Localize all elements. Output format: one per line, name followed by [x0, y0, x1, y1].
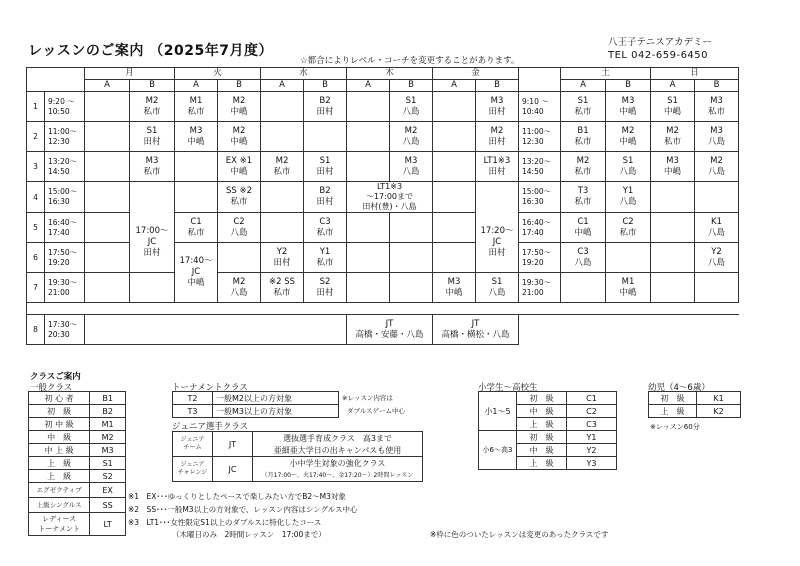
- kids-group-label: 小1〜5: [479, 392, 517, 431]
- class-code: M2: [90, 431, 126, 444]
- lesson-cell: [347, 273, 390, 303]
- class-name: 上 級: [517, 457, 567, 470]
- time-slot: 19:30〜 21:00: [519, 273, 561, 303]
- lesson-cell: C2 私市: [606, 213, 651, 243]
- lesson-cell: M2 中嶋: [218, 92, 261, 122]
- lesson-cell: [175, 182, 218, 213]
- lesson-cell: M3 私市: [130, 152, 175, 182]
- lesson-cell: C2 八島: [218, 213, 261, 243]
- class-code: K2: [697, 405, 741, 418]
- footnote-1: ※1 EX･･･ゆっくりとしたペースで楽しみたい方でB2〜M3対象: [128, 492, 346, 501]
- lesson-cell: M2 八島: [695, 152, 739, 182]
- lesson-cell: LT1※3 田村: [476, 152, 519, 182]
- table-row: [27, 122, 739, 152]
- col-b: B: [390, 80, 433, 92]
- lesson-cell: M3 私市: [695, 92, 739, 122]
- page-title: レッスンのご案内 （2025年7月度）: [28, 43, 273, 59]
- junior-class-table: [172, 431, 423, 482]
- class-code: C3: [567, 418, 617, 431]
- academy-name: 八王子テニスアカデミー: [608, 37, 713, 48]
- lesson-cell: M1 中嶋: [606, 273, 651, 303]
- lesson-cell: [347, 213, 390, 243]
- lesson-cell: M2 私市: [130, 92, 175, 122]
- lesson-cell: S1 田村: [304, 152, 347, 182]
- class-name: 初 心 者: [29, 392, 90, 405]
- lesson-cell: M3 中嶋: [175, 122, 218, 152]
- toddler-class-title: 幼児（4〜6歳）: [648, 383, 710, 393]
- lesson-cell: [651, 273, 695, 303]
- lesson-cell: M2 私市: [261, 152, 304, 182]
- lesson-cell-lt1: LT1※3 〜17:00まで 田村(豊)・八島: [347, 182, 433, 213]
- class-note: ※レッスン内容は: [339, 392, 423, 405]
- class-code: C2: [567, 405, 617, 418]
- lesson-cell: T3 私市: [561, 182, 606, 213]
- lesson-cell: B2 田村: [304, 182, 347, 213]
- class-code: LT: [90, 513, 126, 536]
- lesson-cell: Y1 八島: [606, 182, 651, 213]
- lesson-cell: Y2 八島: [695, 243, 739, 273]
- day-header-wed: 水: [261, 68, 347, 80]
- general-class-table: [28, 391, 126, 536]
- col-a: A: [651, 80, 695, 92]
- col-b: B: [304, 80, 347, 92]
- lesson-cell: Y2 田村: [261, 243, 304, 273]
- class-name: レディース トーナメント: [29, 513, 90, 536]
- lesson-cell: S1 中嶋: [651, 92, 695, 122]
- class-code: C1: [567, 392, 617, 405]
- lesson-cell: M3 中嶋: [433, 273, 476, 303]
- lesson-cell: S1 八島: [606, 152, 651, 182]
- table-row: [27, 92, 739, 122]
- lesson-cell: [347, 152, 390, 182]
- col-a: A: [175, 80, 218, 92]
- lesson-cell: [347, 92, 390, 122]
- class-name: 中 級: [517, 405, 567, 418]
- class-name: 上 級: [29, 457, 90, 470]
- kids-class-title: 小学生〜高校生: [478, 383, 538, 393]
- class-name: 初 級: [517, 392, 567, 405]
- lesson-cell: B1 私市: [561, 122, 606, 152]
- time-slot: 13:20〜 14:50: [45, 152, 85, 182]
- lesson-cell: [390, 213, 433, 243]
- class-name: 中 上 級: [29, 444, 90, 457]
- lesson-cell: [85, 315, 347, 345]
- toddler-note: ※レッスン60分: [650, 423, 700, 431]
- lesson-cell: [651, 213, 695, 243]
- row-number: 8: [27, 315, 45, 345]
- lesson-cell: C1 中嶋: [561, 213, 606, 243]
- table-row: [27, 273, 739, 303]
- class-note: ダブルスゲーム中心: [339, 405, 423, 418]
- col-a: A: [347, 80, 390, 92]
- lesson-cell: [261, 122, 304, 152]
- lesson-cell: [433, 92, 476, 122]
- time-slot: 16:40〜 17:40: [45, 213, 85, 243]
- class-desc: 一般M2以上の方対象: [213, 392, 339, 405]
- class-code: S2: [90, 470, 126, 483]
- col-a: A: [85, 80, 130, 92]
- row-number: 5: [27, 213, 45, 243]
- row-number: 7: [27, 273, 45, 303]
- class-name: 初 級: [517, 431, 567, 444]
- footnote-2: ※2 SS･･･一般M3以上の方対象で、レッスン内容はシングルス中心: [128, 505, 358, 514]
- lesson-cell: C1 私市: [175, 213, 218, 243]
- lesson-cell: [347, 122, 390, 152]
- lesson-cell: C3 私市: [304, 213, 347, 243]
- row-number: 1: [27, 92, 45, 122]
- lesson-cell: S1 私市: [561, 92, 606, 122]
- class-code: Y3: [567, 457, 617, 470]
- kids-group-label: 小6〜高3: [479, 431, 517, 470]
- lesson-cell: [85, 122, 130, 152]
- lesson-cell: M3 中嶋: [606, 92, 651, 122]
- col-b: B: [695, 80, 739, 92]
- class-name: 初 級: [29, 405, 90, 418]
- class-code: K1: [697, 392, 741, 405]
- col-a: A: [261, 80, 304, 92]
- table-row: [27, 152, 739, 182]
- lesson-cell: [85, 273, 130, 303]
- lesson-cell: [390, 243, 433, 273]
- lesson-cell-jt-fri: JT 高橋・横松・八島: [433, 315, 519, 345]
- time-slot: 17:50〜 19:20: [519, 243, 561, 273]
- junior-challenge-label: ジュニア チャレンジ: [173, 457, 213, 482]
- class-code: JT: [213, 432, 253, 457]
- lesson-schedule-table: [26, 67, 739, 345]
- lesson-cell: [85, 92, 130, 122]
- lesson-cell: [85, 243, 130, 273]
- day-header-sun: 日: [651, 68, 739, 80]
- class-code: M3: [90, 444, 126, 457]
- row-number: 2: [27, 122, 45, 152]
- lesson-cell: M2 中嶋: [606, 122, 651, 152]
- class-code: S1: [90, 457, 126, 470]
- lesson-cell: [433, 122, 476, 152]
- time-slot: 17:50〜 19:20: [45, 243, 85, 273]
- lesson-cell: [561, 273, 606, 303]
- lesson-cell: M2 田村: [476, 122, 519, 152]
- class-name: 初 中 級: [29, 418, 90, 431]
- tournament-class-title: トーナメントクラス: [172, 383, 248, 393]
- lesson-cell: S1 八島: [390, 92, 433, 122]
- lesson-cell: M3 八島: [390, 152, 433, 182]
- time-slot: 15:00〜 16:30: [45, 182, 85, 213]
- lesson-cell: M1 私市: [175, 92, 218, 122]
- lesson-cell: [695, 273, 739, 303]
- lesson-cell-jc-mon: 17:00〜 JC 田村: [130, 213, 175, 273]
- footnote-3: ※3 LT1･･･女性限定S1以上のダブルスに特化したコース: [128, 518, 322, 527]
- class-desc: （月17:00〜、火17:40〜、金17:20〜）2時間レッスン: [253, 469, 423, 482]
- lesson-cell: M3 中嶋: [651, 152, 695, 182]
- col-b: B: [476, 80, 519, 92]
- lesson-cell: K1 八島: [695, 213, 739, 243]
- lesson-cell: [651, 182, 695, 213]
- class-code: M1: [90, 418, 126, 431]
- lesson-cell: [433, 152, 476, 182]
- lesson-cell: [85, 213, 130, 243]
- col-b: B: [130, 80, 175, 92]
- table-gap: [27, 303, 739, 315]
- time-slot: 15:00〜 16:30: [519, 182, 561, 213]
- junior-team-label: ジュニア チーム: [173, 432, 213, 457]
- class-code: B1: [90, 392, 126, 405]
- lesson-cell-jc-fri: 17:20〜 JC 田村: [476, 213, 519, 273]
- class-name: 中 級: [29, 431, 90, 444]
- table-row: [27, 213, 739, 243]
- class-code: T3: [173, 405, 213, 418]
- class-code: JC: [213, 457, 253, 482]
- lesson-cell: M2 八島: [218, 273, 261, 303]
- time-slot: 19:30〜 21:00: [45, 273, 85, 303]
- day-header-sat: 土: [561, 68, 651, 80]
- lesson-cell: [651, 243, 695, 273]
- lesson-cell: [433, 182, 476, 213]
- class-code: SS: [90, 498, 126, 513]
- time-slot: 17:30〜 20:30: [45, 315, 85, 345]
- lesson-cell: [130, 273, 175, 303]
- footnote-3-detail: （木曜日のみ 2時間レッスン 17:00まで）: [172, 530, 326, 539]
- gap-cell: [27, 303, 739, 315]
- lesson-cell: [85, 152, 130, 182]
- time-slot: 13:20〜 14:50: [519, 152, 561, 182]
- lesson-cell: M3 田村: [476, 92, 519, 122]
- col-a: A: [561, 80, 606, 92]
- lesson-cell: [695, 182, 739, 213]
- class-desc: 一般M3以上の方対象: [213, 405, 339, 418]
- lesson-cell: M2 中嶋: [218, 122, 261, 152]
- day-header-thu: 木: [347, 68, 433, 80]
- class-code: T2: [173, 392, 213, 405]
- table-row: [27, 315, 739, 345]
- class-name: 上級シングルス: [29, 498, 90, 513]
- lesson-cell: Y1 私市: [304, 243, 347, 273]
- col-a: A: [433, 80, 476, 92]
- class-desc: 選抜選手育成クラス 高3まで: [253, 432, 423, 445]
- lesson-cell: M2 私市: [561, 152, 606, 182]
- lesson-cell: [347, 243, 390, 273]
- lesson-cell: M2 私市: [651, 122, 695, 152]
- lesson-cell-jc-tue: 17:40〜 JC 中嶋: [175, 243, 218, 303]
- lesson-cell: [304, 122, 347, 152]
- lesson-cell: ※2 SS 私市: [261, 273, 304, 303]
- class-desc: 小中学生対象の強化クラス: [253, 457, 423, 470]
- lesson-cell: S1 八島: [476, 273, 519, 303]
- class-code: B2: [90, 405, 126, 418]
- class-guide-title: クラスご案内: [30, 372, 81, 382]
- class-code: Y2: [567, 444, 617, 457]
- col-b: B: [606, 80, 651, 92]
- lesson-cell: [130, 182, 175, 213]
- lesson-cell: [218, 243, 261, 273]
- row-number: 3: [27, 152, 45, 182]
- lesson-cell: S2 田村: [304, 273, 347, 303]
- day-header-tue: 火: [175, 68, 261, 80]
- tournament-class-table: [172, 391, 423, 418]
- lesson-cell: S1 田村: [130, 122, 175, 152]
- kids-class-table: [478, 391, 617, 470]
- lesson-cell: SS ※2 私市: [218, 182, 261, 213]
- class-name: 中 級: [517, 444, 567, 457]
- class-name: 上 級: [29, 470, 90, 483]
- change-notice: ☆都合によりレベル・コーチを変更することがあります。: [300, 56, 520, 66]
- row-number: 6: [27, 243, 45, 273]
- lesson-cell: [261, 92, 304, 122]
- col-b: B: [218, 80, 261, 92]
- class-name: エグゼクティブ: [29, 483, 90, 498]
- corner-cell: [27, 68, 85, 92]
- toddler-class-table: [648, 391, 741, 418]
- general-class-title: 一般クラス: [30, 383, 73, 393]
- lesson-cell: [390, 273, 433, 303]
- empty-cell: [519, 315, 561, 345]
- lesson-cell-jt-thu: JT 高橋・安藤・八島: [347, 315, 433, 345]
- lesson-cell: C3 八島: [561, 243, 606, 273]
- time-slot: 11:00〜 12:30: [45, 122, 85, 152]
- changed-class-note: ※枠に色のついたレッスンは変更のあったクラスです: [430, 530, 609, 539]
- class-code: Y1: [567, 431, 617, 444]
- corner-cell-right: [519, 68, 561, 92]
- lesson-cell: [433, 213, 476, 243]
- time-slot: 9:20 〜 10:50: [45, 92, 85, 122]
- lesson-cell: [433, 243, 476, 273]
- day-header-mon: 月: [85, 68, 175, 80]
- lesson-cell: [175, 152, 218, 182]
- class-code: EX: [90, 483, 126, 498]
- lesson-cell: [476, 182, 519, 213]
- class-name: 上 級: [517, 418, 567, 431]
- time-slot: 16:40〜 17:40: [519, 213, 561, 243]
- lesson-cell: [85, 182, 130, 213]
- class-desc: 亜細亜大学日の出キャンパスも使用: [253, 444, 423, 457]
- lesson-cell: B2 田村: [304, 92, 347, 122]
- row-number: 4: [27, 182, 45, 213]
- lesson-cell: M2 八島: [390, 122, 433, 152]
- lesson-cell: [261, 213, 304, 243]
- academy-phone: TEL 042-659-6450: [608, 50, 709, 61]
- time-slot: 9:10 〜 10:40: [519, 92, 561, 122]
- class-name: 初 級: [649, 392, 697, 405]
- class-name: 上 級: [649, 405, 697, 418]
- lesson-cell: [261, 182, 304, 213]
- lesson-cell: [606, 243, 651, 273]
- table-row: [27, 182, 739, 213]
- junior-class-title: ジュニア選手クラス: [172, 422, 249, 432]
- empty-cell: [561, 315, 739, 345]
- time-slot: 11:00〜 12:30: [519, 122, 561, 152]
- day-header-fri: 金: [433, 68, 519, 80]
- lesson-cell: M3 八島: [695, 122, 739, 152]
- lesson-cell: EX ※1 中嶋: [218, 152, 261, 182]
